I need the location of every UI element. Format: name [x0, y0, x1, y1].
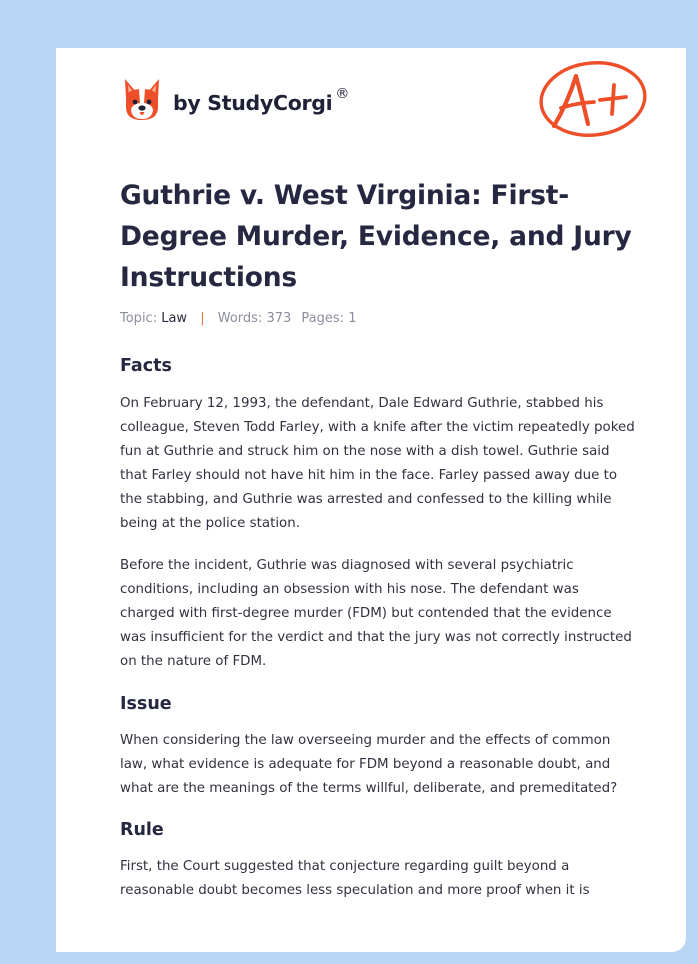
- pages-label: Pages:: [301, 311, 345, 326]
- facts-paragraph-2: Before the incident, Guthrie was diagnosed with several psychiatric conditions, including an obsession with his nose. The defendant was charged with first-degree murder (FDM) but contended that the evidence was insufficient for the verdict and that the jury was not correctly instructed on the nature of FDM.: [120, 558, 632, 669]
- topic-label: Topic:: [120, 311, 158, 326]
- document-body: [120, 354, 636, 903]
- issue-paragraph-1: When considering the law overseeing murder and the effects of common law, what evidence is adequate for FDM beyond a reasonable doubt, and what are the meanings of the terms willful, deliberate, and premeditated?: [120, 733, 618, 796]
- topic-link[interactable]: Law: [161, 311, 188, 326]
- section-heading-facts: Facts: [120, 356, 172, 376]
- document-page: [56, 48, 686, 952]
- words-count: 373: [266, 311, 292, 326]
- corgi-head-icon: [122, 77, 162, 123]
- pages-count: 1: [348, 311, 357, 326]
- rule-paragraph-1: First, the Court suggested that conjecture regarding guilt beyond a reasonable doubt becomes less speculation and more proof when it is: [120, 859, 590, 898]
- document-title: Guthrie v. West Virginia: First-Degree Murder, Evidence, and Jury Instructions: [120, 180, 632, 293]
- registered-mark: ®: [335, 85, 350, 102]
- document-meta: [120, 311, 356, 326]
- studycorgi-logo[interactable]: [122, 76, 349, 124]
- facts-paragraph-1: On February 12, 1993, the defendant, Dale Edward Guthrie, stabbed his colleague, Steven Todd Farley, with a knife after the victim repeatedly poked fun at Guthrie and struck him on the nose with a dish towel. Guthrie said that Farley should not have hit him in the face. Farley passed away due to the stabbing, and Guthrie was arrested and confessed to the killing while being at the police station.: [120, 396, 635, 531]
- a-plus-grade-icon: [538, 58, 650, 140]
- words-label: Words:: [217, 311, 263, 326]
- meta-separator: |: [200, 311, 205, 326]
- brand-name: by StudyCorgi ®: [173, 85, 350, 115]
- section-heading-rule: Rule: [120, 820, 164, 840]
- section-heading-issue: Issue: [120, 694, 172, 714]
